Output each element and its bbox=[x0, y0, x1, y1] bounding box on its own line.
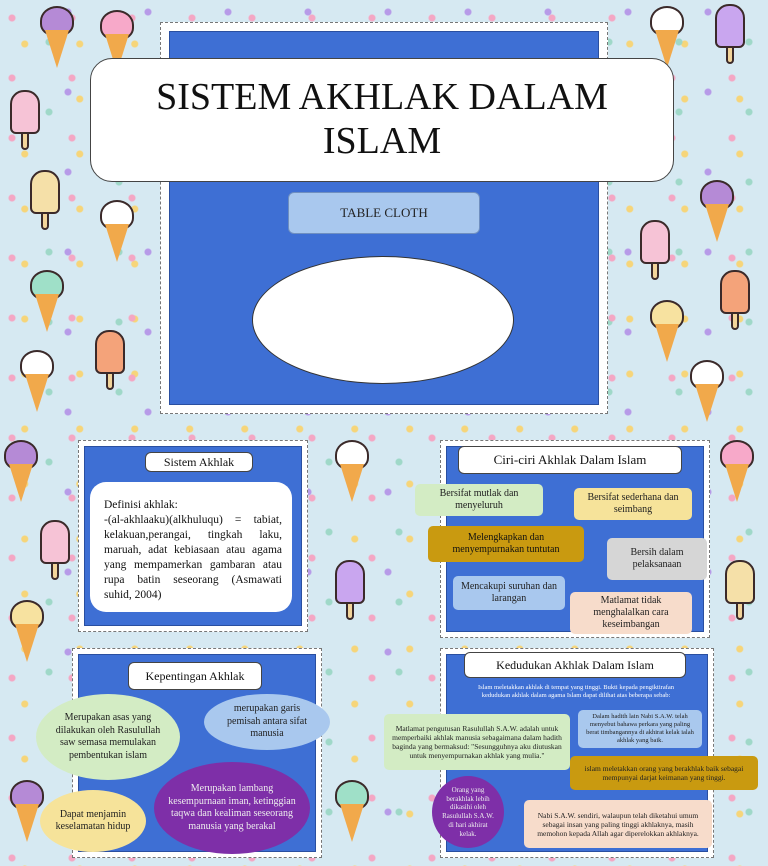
ciri-item: Bersih dalam pelaksanaan bbox=[607, 538, 707, 580]
table-cloth-button[interactable]: TABLE CLOTH bbox=[288, 192, 480, 234]
kedudukan-intro: Islam meletakkan akhlak di tempat yang tinggi. Bukti kepada pengiktirafan kedudukan akhlak dalam agama Islam dapat dilihat atas beberapa sebab: bbox=[477, 684, 675, 700]
popsicle-icon bbox=[95, 330, 125, 390]
kedudukan-item: Nabi S.A.W. sendiri, walaupun telah diketahui umum sebagai insan yang paling tinggi akhlaknya, masih memohon kepada Allah agar diperelokkan akhlaknya. bbox=[524, 800, 712, 848]
popsicle-icon bbox=[30, 170, 60, 230]
ice-cream-cone-icon bbox=[30, 270, 64, 332]
ice-cream-cone-icon bbox=[20, 350, 54, 412]
ciri-item: Melengkapkan dan menyempurnakan tuntutan bbox=[428, 526, 584, 562]
ice-cream-cone-icon bbox=[335, 780, 369, 842]
ice-cream-cone-icon bbox=[720, 440, 754, 502]
definition-text: -(al-akhlaaku)(alkhuluqu) = tabiat, kelakuan,perangai, tingkah laku, maruah, adat kebiasaan atau agama yang mempamerkan gambaran atau rupa batin seseorang (Asmawati suhid, 2004) bbox=[104, 513, 282, 601]
ice-cream-cone-icon bbox=[10, 780, 44, 842]
ice-cream-cone-icon bbox=[335, 440, 369, 502]
kepentingan-header: Kepentingan Akhlak bbox=[128, 662, 262, 690]
kedudukan-item: Dalam hadith lain Nabi S.A.W. telah menyebut bahawa perkara yang paling berat timbangannya di akhirat kelak ialah akhlak yang baik. bbox=[578, 710, 702, 748]
ice-cream-cone-icon bbox=[700, 180, 734, 242]
ice-cream-cone-icon bbox=[650, 300, 684, 362]
definition-box bbox=[90, 482, 292, 612]
kedudukan-item: Orang yang berakhlak lebih dikasihi oleh Rasulullah S.A.W. di hari akhirat kelak. bbox=[432, 776, 504, 848]
slide-title: SISTEM AKHLAK DALAM ISLAM bbox=[90, 58, 674, 182]
kedudukan-item: Matlamat pengutusan Rasulullah S.A.W. adalah untuk memperbaiki akhlak manusia sebagaimana dalam hadith baginda yang bermaksud: "Sesungguhnya aku diutuskan untuk menyempurnakan akhlak yang mulia." bbox=[384, 714, 570, 770]
definition-label: Definisi akhlak: bbox=[104, 499, 178, 511]
ice-cream-cone-icon bbox=[100, 200, 134, 262]
kepentingan-item: Dapat menjamin keselamatan hidup bbox=[40, 790, 146, 852]
kepentingan-item: merupakan garis pemisah antara sifat manusia bbox=[204, 694, 330, 750]
sistem-akhlak-header: Sistem Akhlak bbox=[145, 452, 253, 472]
ciri-ciri-header: Ciri-ciri Akhlak Dalam Islam bbox=[458, 446, 682, 474]
ice-cream-cone-icon bbox=[40, 6, 74, 68]
ice-cream-cone-icon bbox=[10, 600, 44, 662]
popsicle-icon bbox=[40, 520, 70, 580]
kedudukan-item: islam meletakkan orang yang berakhlak baik sebagai mempunyai darjat keimanan yang tinggi. bbox=[570, 756, 758, 790]
kepentingan-item: Merupakan asas yang dilakukan oleh Rasulullah saw semasa memulakan pembentukan islam bbox=[36, 694, 180, 780]
ice-cream-cone-icon bbox=[4, 440, 38, 502]
ice-cream-cone-icon bbox=[690, 360, 724, 422]
ciri-item: Mencakupi suruhan dan larangan bbox=[453, 576, 565, 610]
popsicle-icon bbox=[640, 220, 670, 280]
popsicle-icon bbox=[10, 90, 40, 150]
kepentingan-item: Merupakan lambang kesempurnaan iman, ketinggian taqwa dan kealiman seseorang manusia yang berakal bbox=[154, 762, 310, 854]
ciri-item: Bersifat mutlak dan menyeluruh bbox=[415, 484, 543, 516]
ciri-item: Matlamat tidak menghalalkan cara keseimbangan bbox=[570, 592, 692, 634]
kedudukan-header: Kedudukan Akhlak Dalam Islam bbox=[464, 652, 686, 678]
popsicle-icon bbox=[725, 560, 755, 620]
popsicle-icon bbox=[720, 270, 750, 330]
popsicle-icon bbox=[715, 4, 745, 64]
popsicle-icon bbox=[335, 560, 365, 620]
ciri-item: Bersifat sederhana dan seimbang bbox=[574, 488, 692, 520]
white-oval bbox=[252, 256, 514, 384]
